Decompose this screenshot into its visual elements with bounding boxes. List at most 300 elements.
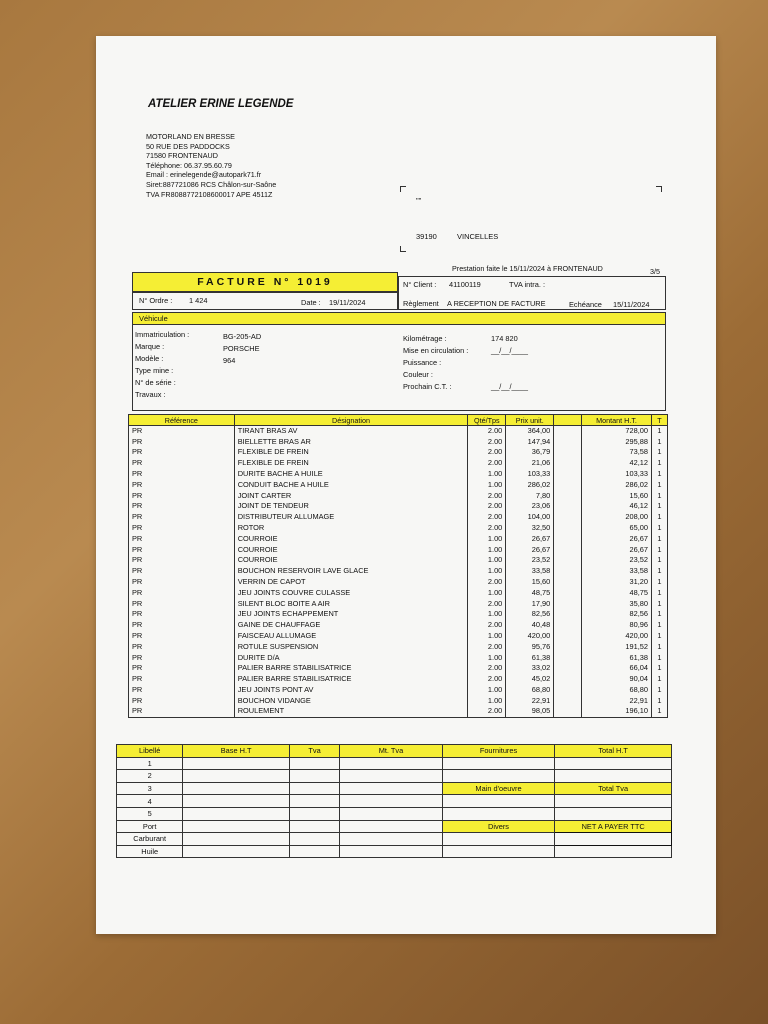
- cell-blank: [554, 458, 582, 469]
- order-box: [132, 292, 398, 310]
- client-postcode: 39190: [416, 232, 437, 241]
- cell-designation: FAISCEAU ALLUMAGE: [234, 631, 468, 642]
- address-window-corner: [400, 246, 406, 252]
- cell-designation: BOUCHON VIDANGE: [234, 696, 468, 707]
- totals-label: Huile: [117, 845, 183, 858]
- totals-cell: [555, 833, 672, 846]
- cell-qty: 2.00: [468, 490, 506, 501]
- cell-designation: FLEXIBLE DE FREIN: [234, 447, 468, 458]
- cell-qty: 2.00: [468, 706, 506, 717]
- table-row: [129, 685, 668, 696]
- col-qty: Qté/Tps: [468, 415, 506, 426]
- cell-qty: 1.00: [468, 631, 506, 642]
- totals-cell: [289, 770, 339, 783]
- cell-qty: 2.00: [468, 642, 506, 653]
- cell-ref: PR: [129, 555, 235, 566]
- cell-amount: 26,67: [582, 544, 652, 555]
- totals-cell: [555, 757, 672, 770]
- table-row: [129, 598, 668, 609]
- cell-unit-price: 23,06: [506, 501, 554, 512]
- totals-row: [117, 757, 672, 770]
- cell-ref: PR: [129, 490, 235, 501]
- cell-unit-price: 61,38: [506, 652, 554, 663]
- cell-designation: DISTRIBUTEUR ALLUMAGE: [234, 512, 468, 523]
- totals-label: 1: [117, 757, 183, 770]
- totals-row: [117, 845, 672, 858]
- totals-row: [117, 795, 672, 808]
- totals-cell: [183, 782, 290, 795]
- totals-cell: [442, 807, 555, 820]
- cell-designation: JEU JOINTS PONT AV: [234, 685, 468, 696]
- table-row: [129, 426, 668, 437]
- cell-qty: 1.00: [468, 609, 506, 620]
- totals-cell: [442, 845, 555, 858]
- cell-tax: 1: [651, 534, 667, 545]
- cell-unit-price: 36,79: [506, 447, 554, 458]
- cell-tax: 1: [651, 480, 667, 491]
- cell-designation: ROULEMENT: [234, 706, 468, 717]
- cell-ref: PR: [129, 577, 235, 588]
- cell-ref: PR: [129, 501, 235, 512]
- cell-unit-price: 23,52: [506, 555, 554, 566]
- totals-row: [117, 782, 672, 795]
- totals-row: [117, 807, 672, 820]
- client-city: VINCELLES: [457, 232, 499, 241]
- cell-tax: 1: [651, 512, 667, 523]
- cell-tax: 1: [651, 652, 667, 663]
- table-row: [129, 458, 668, 469]
- cell-blank: [554, 620, 582, 631]
- cell-ref: PR: [129, 512, 235, 523]
- totals-cell: [183, 845, 290, 858]
- col-designation: Désignation: [234, 415, 468, 426]
- cell-tax: 1: [651, 598, 667, 609]
- page-number: 3/5: [650, 267, 660, 276]
- col-base-ht: Base H.T: [183, 745, 290, 758]
- table-row: [129, 566, 668, 577]
- cell-amount: 66,04: [582, 663, 652, 674]
- table-row: [129, 674, 668, 685]
- cell-designation: SILENT BLOC BOITE A AIR: [234, 598, 468, 609]
- cell-blank: [554, 631, 582, 642]
- cell-amount: 68,80: [582, 685, 652, 696]
- cell-designation: ROTULE SUSPENSION: [234, 642, 468, 653]
- cell-qty: 2.00: [468, 512, 506, 523]
- cell-unit-price: 82,56: [506, 609, 554, 620]
- totals-cell: [555, 770, 672, 783]
- totals-cell: [289, 757, 339, 770]
- cell-blank: [554, 544, 582, 555]
- cell-blank: [554, 426, 582, 437]
- cell-amount: 48,75: [582, 588, 652, 599]
- cell-unit-price: 15,60: [506, 577, 554, 588]
- table-row: [129, 512, 668, 523]
- cell-unit-price: 45,02: [506, 674, 554, 685]
- order-label: N° Ordre :: [139, 296, 173, 305]
- cell-blank: [554, 437, 582, 448]
- cell-designation: GAINE DE CHAUFFAGE: [234, 620, 468, 631]
- cell-tax: 1: [651, 674, 667, 685]
- cell-amount: 42,12: [582, 458, 652, 469]
- cell-unit-price: 32,50: [506, 523, 554, 534]
- col-fournitures: Fournitures: [442, 745, 555, 758]
- totals-label: Port: [117, 820, 183, 833]
- cell-amount: 23,52: [582, 555, 652, 566]
- cell-unit-price: 364,00: [506, 426, 554, 437]
- totals-cell: [442, 833, 555, 846]
- cell-unit-price: 7,80: [506, 490, 554, 501]
- cell-blank: [554, 501, 582, 512]
- table-row: [129, 480, 668, 491]
- totals-cell: [289, 795, 339, 808]
- invoice-title: FACTURE N° 1019: [132, 272, 398, 292]
- cell-blank: [554, 663, 582, 674]
- cell-amount: 728,00: [582, 426, 652, 437]
- totals-row: [117, 833, 672, 846]
- col-blank: [554, 415, 582, 426]
- cell-qty: 2.00: [468, 437, 506, 448]
- cell-tax: 1: [651, 437, 667, 448]
- cell-tax: 1: [651, 706, 667, 717]
- cell-ref: PR: [129, 706, 235, 717]
- cell-qty: 1.00: [468, 544, 506, 555]
- totals-cell: [340, 795, 443, 808]
- totals-cell: [183, 770, 290, 783]
- cell-qty: 1.00: [468, 685, 506, 696]
- totals-cell: [289, 845, 339, 858]
- cell-designation: TIRANT BRAS AV: [234, 426, 468, 437]
- table-row: [129, 490, 668, 501]
- cell-unit-price: 103,33: [506, 469, 554, 480]
- address-line: Téléphone: 06.37.95.60.79: [146, 160, 232, 170]
- cell-ref: PR: [129, 642, 235, 653]
- km-value: 174 820: [491, 334, 518, 343]
- cell-qty: 2.00: [468, 426, 506, 437]
- cell-amount: 31,20: [582, 577, 652, 588]
- cell-ref: PR: [129, 620, 235, 631]
- modele-value: 964: [223, 356, 236, 365]
- ct-value: __/__/____: [491, 382, 528, 391]
- cell-ref: PR: [129, 588, 235, 599]
- divers-label: Divers: [442, 820, 555, 833]
- totals-label: 3: [117, 782, 183, 795]
- totals-cell: [183, 807, 290, 820]
- cell-blank: [554, 523, 582, 534]
- cell-amount: 103,33: [582, 469, 652, 480]
- table-row: [129, 523, 668, 534]
- cell-qty: 1.00: [468, 534, 506, 545]
- totals-cell: [340, 770, 443, 783]
- cell-blank: [554, 696, 582, 707]
- totals-table: [116, 744, 672, 858]
- cell-ref: PR: [129, 631, 235, 642]
- totals-cell: [442, 770, 555, 783]
- cell-qty: 2.00: [468, 458, 506, 469]
- couleur-label: Couleur :: [403, 370, 433, 379]
- address-line: TVA FR8088772108600017 APE 4511Z: [146, 189, 273, 199]
- cell-blank: [554, 512, 582, 523]
- table-row: [129, 620, 668, 631]
- mec-label: Mise en circulation :: [403, 346, 469, 355]
- cell-tax: 1: [651, 447, 667, 458]
- cell-unit-price: 26,67: [506, 544, 554, 555]
- total-tva-label: Total Tva: [555, 782, 672, 795]
- cell-blank: [554, 577, 582, 588]
- totals-cell: [183, 795, 290, 808]
- totals-label: 4: [117, 795, 183, 808]
- cell-unit-price: 22,91: [506, 696, 554, 707]
- cell-tax: 1: [651, 631, 667, 642]
- cell-ref: PR: [129, 674, 235, 685]
- cell-amount: 420,00: [582, 631, 652, 642]
- cell-ref: PR: [129, 534, 235, 545]
- cell-designation: VERRIN DE CAPOT: [234, 577, 468, 588]
- cell-amount: 61,38: [582, 652, 652, 663]
- table-row: [129, 652, 668, 663]
- typemine-label: Type mine :: [135, 366, 174, 375]
- cell-unit-price: 40,48: [506, 620, 554, 631]
- cell-blank: [554, 534, 582, 545]
- cell-qty: 1.00: [468, 480, 506, 491]
- table-row: [129, 577, 668, 588]
- cell-ref: PR: [129, 544, 235, 555]
- col-tva: Tva: [289, 745, 339, 758]
- cell-qty: 1.00: [468, 469, 506, 480]
- cell-tax: 1: [651, 523, 667, 534]
- cell-designation: FLEXIBLE DE FREIN: [234, 458, 468, 469]
- table-row: [129, 469, 668, 480]
- col-amount: Montant H.T.: [582, 415, 652, 426]
- address-line: MOTORLAND EN BRESSE: [146, 132, 235, 141]
- cell-unit-price: 104,00: [506, 512, 554, 523]
- cell-qty: 2.00: [468, 577, 506, 588]
- cell-tax: 1: [651, 426, 667, 437]
- cell-blank: [554, 642, 582, 653]
- cell-unit-price: 21,06: [506, 458, 554, 469]
- totals-cell: [183, 820, 290, 833]
- totals-cell: [555, 807, 672, 820]
- cell-ref: PR: [129, 696, 235, 707]
- cell-blank: [554, 674, 582, 685]
- totals-cell: [289, 833, 339, 846]
- cell-amount: 65,00: [582, 523, 652, 534]
- vehicle-box: [132, 325, 666, 411]
- cell-designation: COURROIE: [234, 534, 468, 545]
- cell-amount: 22,91: [582, 696, 652, 707]
- totals-cell: [289, 807, 339, 820]
- cell-blank: [554, 652, 582, 663]
- mec-value: __/__/____: [491, 346, 528, 355]
- totals-cell: [340, 820, 443, 833]
- cell-qty: 2.00: [468, 598, 506, 609]
- immat-label: Immatriculation :: [135, 330, 190, 339]
- cell-ref: PR: [129, 469, 235, 480]
- cell-blank: [554, 609, 582, 620]
- cell-designation: JOINT DE TENDEUR: [234, 501, 468, 512]
- cell-unit-price: 33,58: [506, 566, 554, 577]
- cell-designation: ROTOR: [234, 523, 468, 534]
- modele-label: Modèle :: [135, 354, 164, 363]
- net-a-payer-label: NET A PAYER TTC: [555, 820, 672, 833]
- address-line: 71580 FRONTENAUD: [146, 151, 218, 161]
- table-row: [129, 696, 668, 707]
- cell-amount: 90,04: [582, 674, 652, 685]
- cell-ref: PR: [129, 480, 235, 491]
- address-line: Email : erinelegende@autopark71.fr: [146, 170, 262, 180]
- totals-cell: [555, 845, 672, 858]
- table-row: [129, 534, 668, 545]
- reglement-label: Règlement: [403, 299, 439, 308]
- cell-qty: 2.00: [468, 674, 506, 685]
- table-row: [129, 447, 668, 458]
- cell-designation: PALIER BARRE STABILISATRICE: [234, 663, 468, 674]
- cell-qty: 1.00: [468, 652, 506, 663]
- cell-unit-price: 286,02: [506, 480, 554, 491]
- cell-tax: 1: [651, 555, 667, 566]
- cell-tax: 1: [651, 642, 667, 653]
- totals-label: 2: [117, 770, 183, 783]
- cell-qty: 2.00: [468, 501, 506, 512]
- cell-ref: PR: [129, 458, 235, 469]
- tva-intra-label: TVA intra. :: [509, 280, 546, 289]
- cell-unit-price: 33,02: [506, 663, 554, 674]
- cell-unit-price: 17,90: [506, 598, 554, 609]
- prestation-line: Prestation faite le 15/11/2024 à FRONTENAUD: [452, 264, 603, 273]
- col-unit-price: Prix unit.: [506, 415, 554, 426]
- immat-value: BG-205-AD: [223, 332, 262, 341]
- address-window-corner: [400, 186, 406, 192]
- table-row: [129, 555, 668, 566]
- cell-amount: 35,80: [582, 598, 652, 609]
- table-row: [129, 706, 668, 717]
- cell-ref: PR: [129, 523, 235, 534]
- totals-row: [117, 770, 672, 783]
- cell-amount: 286,02: [582, 480, 652, 491]
- totals-cell: [555, 795, 672, 808]
- cell-tax: 1: [651, 544, 667, 555]
- cell-designation: BOUCHON RESERVOIR LAVE GLACE: [234, 566, 468, 577]
- cell-ref: PR: [129, 447, 235, 458]
- table-row: [129, 501, 668, 512]
- cell-unit-price: 48,75: [506, 588, 554, 599]
- totals-row: [117, 820, 672, 833]
- cell-ref: PR: [129, 598, 235, 609]
- col-mt-tva: Mt. Tva: [340, 745, 443, 758]
- date-label: Date :: [301, 298, 321, 307]
- cell-unit-price: 26,67: [506, 534, 554, 545]
- cell-ref: PR: [129, 566, 235, 577]
- table-row: [129, 437, 668, 448]
- marque-value: PORSCHE: [223, 344, 260, 353]
- totals-cell: [183, 757, 290, 770]
- cell-blank: [554, 447, 582, 458]
- cell-tax: 1: [651, 566, 667, 577]
- serie-label: N° de série :: [135, 378, 176, 387]
- cell-ref: PR: [129, 652, 235, 663]
- cell-designation: CONDUIT BACHE A HUILE: [234, 480, 468, 491]
- cell-amount: 15,60: [582, 490, 652, 501]
- cell-designation: PALIER BARRE STABILISATRICE: [234, 674, 468, 685]
- cell-amount: 82,56: [582, 609, 652, 620]
- client-number-value: 41100119: [449, 280, 481, 289]
- table-row: [129, 609, 668, 620]
- cell-ref: PR: [129, 663, 235, 674]
- cell-amount: 208,00: [582, 512, 652, 523]
- cell-designation: JEU JOINTS ECHAPPEMENT: [234, 609, 468, 620]
- cell-qty: 1.00: [468, 588, 506, 599]
- cell-tax: 1: [651, 685, 667, 696]
- cell-unit-price: 95,76: [506, 642, 554, 653]
- totals-cell: [442, 795, 555, 808]
- client-number-label: N° Client :: [403, 280, 437, 289]
- col-tax: T: [651, 415, 667, 426]
- cell-designation: COURROIE: [234, 555, 468, 566]
- cell-unit-price: 98,05: [506, 706, 554, 717]
- totals-cell: [340, 833, 443, 846]
- col-libelle: Libellé: [117, 745, 183, 758]
- totals-label: 5: [117, 807, 183, 820]
- cell-qty: 2.00: [468, 620, 506, 631]
- cell-qty: 1.00: [468, 696, 506, 707]
- reglement-value: A RECEPTION DE FACTURE: [447, 299, 546, 308]
- km-label: Kilométrage :: [403, 334, 447, 343]
- cell-amount: 73,58: [582, 447, 652, 458]
- cell-amount: 80,96: [582, 620, 652, 631]
- cell-designation: DURITE D/A: [234, 652, 468, 663]
- table-row: [129, 631, 668, 642]
- cell-ref: PR: [129, 609, 235, 620]
- client-box: [398, 276, 666, 310]
- cell-designation: BIELLETTE BRAS AR: [234, 437, 468, 448]
- cell-qty: 2.00: [468, 447, 506, 458]
- ct-label: Prochain C.T. :: [403, 382, 452, 391]
- cell-ref: PR: [129, 426, 235, 437]
- cell-tax: 1: [651, 663, 667, 674]
- totals-cell: [340, 845, 443, 858]
- cell-amount: 46,12: [582, 501, 652, 512]
- cell-amount: 295,88: [582, 437, 652, 448]
- echeance-value: 15/11/2024: [613, 300, 650, 309]
- company-address: [146, 132, 276, 199]
- cell-unit-price: 68,80: [506, 685, 554, 696]
- address-line: Siret:887721086 RCS Châlon-sur-Saône: [146, 179, 277, 189]
- table-row: [129, 642, 668, 653]
- cell-qty: 2.00: [468, 523, 506, 534]
- travaux-label: Travaux :: [135, 390, 166, 399]
- puissance-label: Puissance :: [403, 358, 442, 367]
- cell-amount: 191,52: [582, 642, 652, 653]
- table-row: [129, 544, 668, 555]
- totals-cell: [289, 782, 339, 795]
- cell-tax: 1: [651, 469, 667, 480]
- table-header-row: [129, 415, 668, 426]
- cell-blank: [554, 566, 582, 577]
- date-value: 19/11/2024: [329, 298, 366, 307]
- echeance-label: Echéance: [569, 300, 602, 309]
- totals-label: Carburant: [117, 833, 183, 846]
- cell-blank: [554, 706, 582, 717]
- invoice-sheet: [96, 36, 716, 934]
- order-value: 1 424: [189, 296, 208, 305]
- cell-ref: PR: [129, 437, 235, 448]
- address-line: 50 RUE DES PADDOCKS: [146, 141, 230, 151]
- cell-qty: 2.00: [468, 663, 506, 674]
- cell-blank: [554, 469, 582, 480]
- totals-cell: [183, 833, 290, 846]
- table-row: [129, 588, 668, 599]
- col-total-ht: Total H.T: [555, 745, 672, 758]
- cell-designation: JOINT CARTER: [234, 490, 468, 501]
